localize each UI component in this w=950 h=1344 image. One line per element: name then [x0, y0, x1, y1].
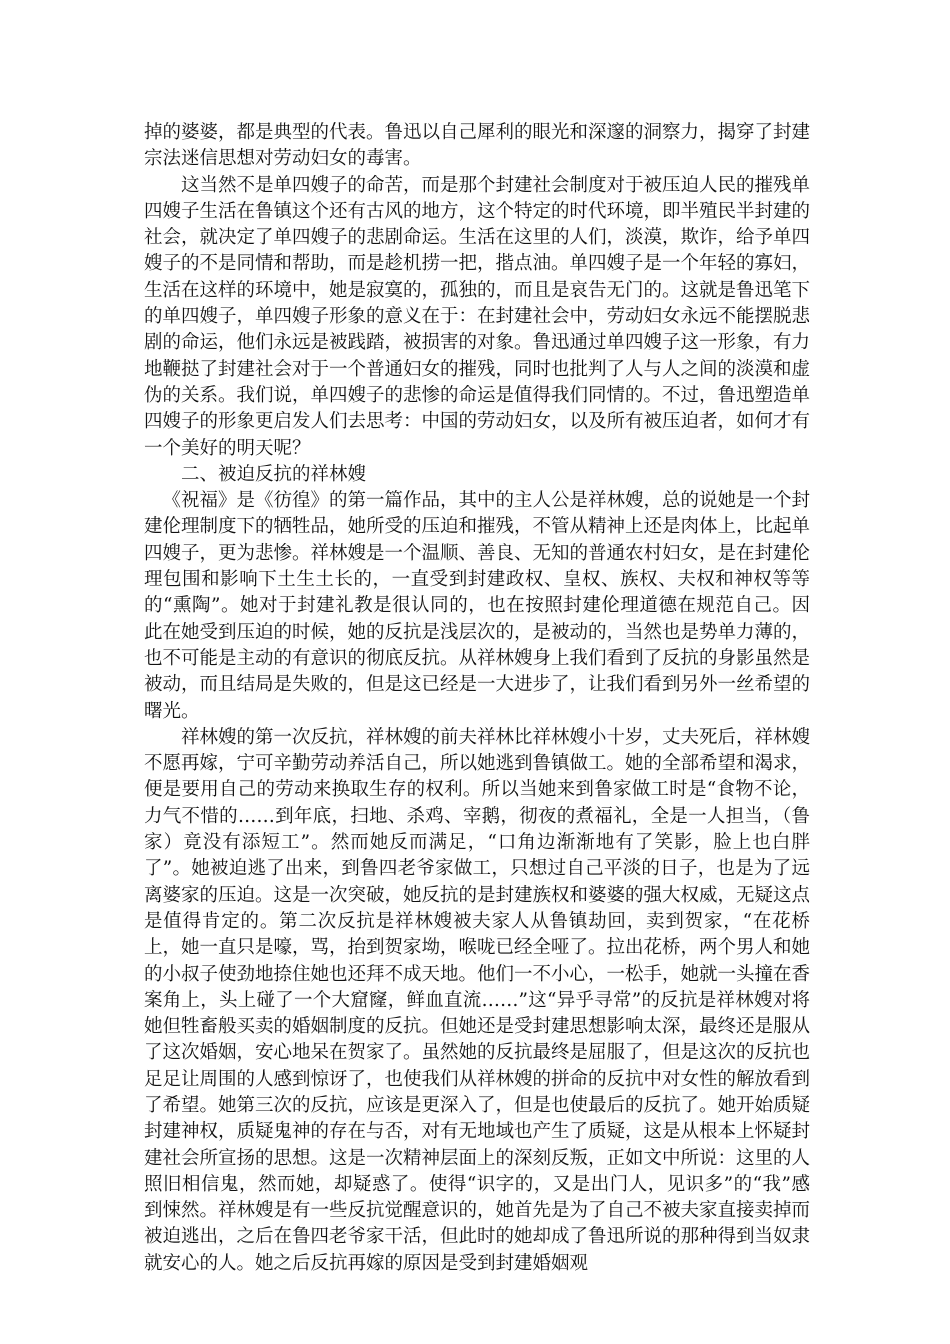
- paragraph-zhufu-intro: 《祝福》是《彷徨》的第一篇作品，其中的主人公是祥林嫂，总的说她是一个封建伦理制度下的牺牲品，她所受的压迫和摧残，不管从精神上还是肉体上，比起单四嫂子，更为悲惨。祥林嫂是一个温顺、善良、无知的普通农村妇女，是在封建伦理包围和影响下土生土长的，一直受到封建政权、皇权、族权、夫权和神权等等的“熏陶”。她对于封建礼教是很认同的，也在按照封建伦理道德在规范自己。因此在她受到压迫的时候，她的反抗是浅层次的，是被动的，当然也是势单力薄的，也不可能是主动的有意识的彻底反抗。从祥林嫂身上我们看到了反抗的身影虽然是被动，而且结局是失败的，但是这已经是一大进步了，让我们看到另外一丝希望的曙光。: [144, 490, 811, 722]
- paragraph-shan-si-sao: 这当然不是单四嫂子的命苦，而是那个封建社会制度对于被压迫人民的摧残单四嫂子生活在鲁镇这个还有古风的地方，这个特定的时代环境，即半殖民半封建的社会，就决定了单四嫂子的悲剧命运。生活在这里的人们，淡漠，欺诈，给予单四嫂子的不是同情和帮助，而是趁机捞一把，揩点油。单四嫂子是一个年轻的寡妇，生活在这样的环境中，她是寂寞的，孤独的，而且是哀告无门的。这就是鲁迅笔下的单四嫂子，单四嫂子形象的意义在于：在封建社会中，劳动妇女永远不能摆脱悲剧的命运，他们永远是被践踏，被损害的对象。鲁迅通过单四嫂子这一形象，有力地鞭挞了封建社会对于一个普通妇女的摧残，同时也批判了人与人之间的淡漠和虚伪的关系。我们说，单四嫂子的悲惨的命运是值得我们同情的。不过，鲁迅塑造单四嫂子的形象更启发人们去思考：中国的劳动妇女，以及所有被压迫者，如何才有一个美好的明天呢？: [144, 174, 811, 459]
- document-body: [144, 120, 810, 1277]
- paragraph-xianglin-resistance: 祥林嫂的第一次反抗，祥林嫂的前夫祥林比祥林嫂小十岁，丈夫死后，祥林嫂不愿再嫁，宁可辛勤劳动养活自己，所以她逃到鲁镇做工。她的全部希望和渴求，便是要用自己的劳动来换取生存的权利。所以当她来到鲁家做工时是“食物不论，力气不惜的……到年底，扫地、杀鸡、宰鹅，彻夜的煮福礼，全是一人担当，（鲁家）竟没有添短工”。然而她反而满足，“口角边渐渐地有了笑影，脸上也白胖了”。她被迫逃了出来，到鲁四老爷家做工，只想过自己平淡的日子，也是为了远离婆家的压迫。这是一次突破，她反抗的是封建族权和婆婆的强大权威，无疑这点是值得肯定的。第二次反抗是祥林嫂被夫家人从鲁镇劫回，卖到贺家，“在花桥上，她一直只是嚎，骂，抬到贺家坳，喉咙已经全哑了。拉出花桥，两个男人和她的小叔子使劲地捺住她也还拜不成天地。他们一不小心，一松手，她就一头撞在香案角上，头上碰了一个大窟窿，鲜血直流……”这“异乎寻常”的反抗是祥林嫂对将她但牲畜般买卖的婚姻制度的反抗。但她还是受封建思想影响太深，最终还是服从了这次婚姻，安心地呆在贺家了。虽然她的反抗最终是屈服了，但是这次的反抗也足足让周围的人感到惊讶了，也使我们从祥林嫂的拼命的反抗中对女性的解放看到了希望。她第三次的反抗，应该是更深入了，但是也使最后的反抗了。她开始质疑封建神权，质疑鬼神的存在与否，对有无地域也产生了质疑，这是从根本上怀疑封建社会所宣扬的思想。这是一次精神层面上的深刻反叛，正如文中所说：这里的人照旧相信鬼，然而她，却疑惑了。使得“识字的，又是出门人，见识多”的“我”感到悚然。祥林嫂是有一些反抗觉醒意识的，她首先是为了自己不被夫家直接卖掉而被迫逃出，之后在鲁四老爷家干活，但此时的她却成了鲁迅所说的那种得到当奴隶就安心的人。她之后反抗再嫁的原因是受到封建婚姻观: [144, 726, 811, 1274]
- paragraph-continuation: 掉的婆婆，都是典型的代表。鲁迅以自己犀利的眼光和深邃的洞察力，揭穿了封建宗法迷信思想对劳动妇女的毒害。: [144, 122, 811, 170]
- section-heading: 二、被迫反抗的祥林嫂: [181, 463, 367, 485]
